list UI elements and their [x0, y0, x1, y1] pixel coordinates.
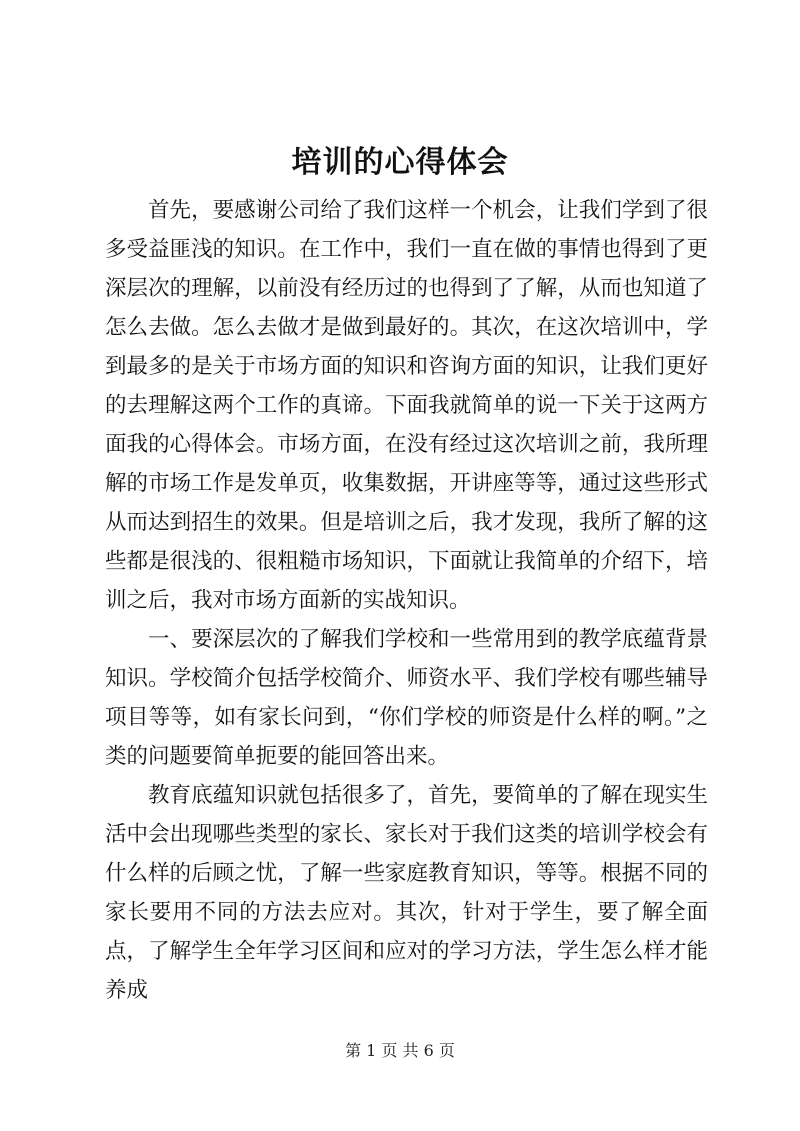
paragraph-3: 教育底蕴知识就包括很多了，首先，要简单的了解在现实生活中会出现哪些类型的家长、家长对于我们这类的培训学校会有什么样的后顾之忧，了解一些家庭教育知识，等等。根据不同的家长要用不同的方法去应对。其次，针对于学生，要了解全面点，了解学生全年学习区间和应对的学习方法，学生怎么样才能养成	[105, 783, 708, 1003]
document-title: 培训的心得体会	[291, 145, 509, 180]
paragraph-2: 一、要深层次的了解我们学校和一些常用到的教学底蕴背景知识。学校简介包括学校简介、师资水平、我们学校有哪些辅导项目等等，如有家长问到，“你们学校的师资是什么样的啊。”之类的问题要简单扼要的能回答出来。	[105, 627, 708, 769]
paragraph-1: 首先，要感谢公司给了我们这样一个机会，让我们学到了很多受益匪浅的知识。在工作中，我们一直在做的事情也得到了更深层次的理解，以前没有经历过的也得到了了解，从而也知道了怎么去做。怎么去做才是做到最好的。其次，在这次培训中，学到最多的是关于市场方面的知识和咨询方面的知识，让我们更好的去理解这两个工作的真谛。下面我就简单的说一下关于这两方面我的心得体会。市场方面，在没有经过这次培训之前，我所理解的市场工作是发单页，收集数据，开讲座等等，通过这些形式从而达到招生的效果。但是培训之后，我才发现，我所了解的这些都是很浅的、很粗糙市场知识，下面就让我简单的介绍下，培训之后，我对市场方面新的实战知识。	[105, 198, 708, 613]
page-footer: 第 1 页 共 6 页	[345, 1041, 455, 1060]
document-body	[105, 191, 708, 1010]
